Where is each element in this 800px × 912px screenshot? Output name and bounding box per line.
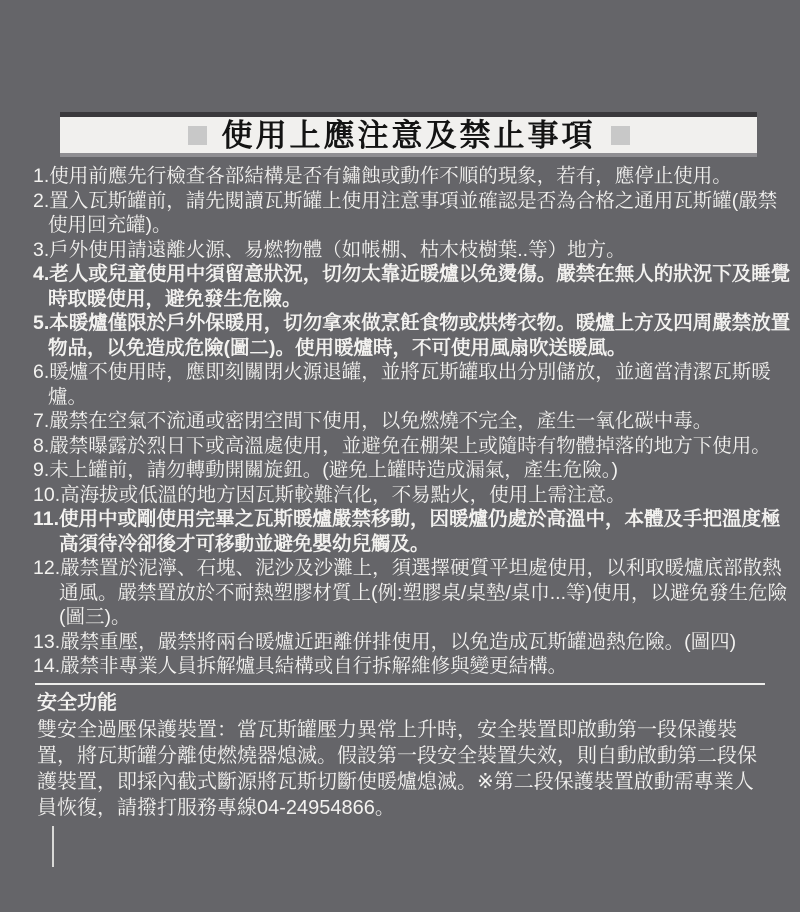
page-title: 使用上應注意及禁止事項 [221,117,596,153]
notice-item-2: 2.置入瓦斯罐前，請先閱讀瓦斯罐上使用注意事項並確認是否為合格之通用瓦斯罐(嚴禁使用回充罐)。 [33,189,778,236]
notice-item-14: 14.嚴禁非專業人員拆解爐具結構或自行拆解維修與變更結構。 [33,655,568,677]
notice-item-4: 4.老人或兒童使用中須留意狀況，切勿太靠近暖爐以免燙傷。嚴禁在無人的狀況下及睡覺時取暖使用，避免發生危險。 [33,263,791,310]
notice-item-1: 1.使用前應先行檢查各部結構是否有鏽蝕或動作不順的現象，若有，應停止使用。 [33,165,732,187]
safety-description: 雙安全過壓保護裝置：當瓦斯罐壓力異常上升時，安全裝置即啟動第一段保護裝置，將瓦斯罐分離使燃燒器熄滅。假設第一段安全裝置失效，則自動啟動第二段保護裝置，即採內截式斷源將瓦斯切斷使暖爐熄滅。※第二段保護裝置啟動需專業人員恢復，請撥打服務專線04-24954866。 [37,718,757,819]
notice-item-12: 12.嚴禁置於泥濘、石塊、泥沙及沙灘上，須選擇硬質平坦處使用，以利取暖爐底部散熱通風。嚴禁置放於不耐熱塑膠材質上(例:塑膠桌/桌墊/桌巾...等)使用，以避免發生危險(圖三)。 [33,557,787,628]
notice-item-13: 13.嚴禁重壓，嚴禁將兩台暖爐近距離併排使用，以免造成瓦斯罐過熱危險。(圖四) [33,630,737,653]
notice-item-8: 8.嚴禁曝露於烈日下或高溫處使用，並避免在棚架上或隨時有物體掉落的地方下使用。 [33,434,771,457]
scan-artifact-line [52,826,54,867]
safety-heading: 安全功能 [37,691,117,714]
square-marker-icon [611,126,630,145]
notice-item-6: 6.暖爐不使用時，應即刻關閉火源退罐，並將瓦斯罐取出分別儲放，並適當清潔瓦斯暖爐。 [33,361,771,408]
notice-item-5: 5.本暖爐僅限於戶外保暖用，切勿拿來做烹飪食物或烘烤衣物。暖爐上方及四周嚴禁放置物品，以免造成危險(圖二)。使用暖爐時，不可使用風扇吹送暖風。 [33,312,791,359]
square-marker-icon [188,126,207,145]
section-title-bar [60,112,757,157]
notice-item-9: 9.未上罐前，請勿轉動開關旋鈕。(避免上罐時造成漏氣，產生危險。) [33,459,619,481]
notice-item-7: 7.嚴禁在空氣不流通或密閉空間下使用，以免燃燒不完全，產生一氧化碳中毒。 [33,410,713,432]
notice-item-11: 11.使用中或剛使用完畢之瓦斯暖爐嚴禁移動，因暖爐仍處於高溫中，本體及手把溫度極高須待冷卻後才可移動並避免嬰幼兒觸及。 [33,508,781,555]
notice-list [0,164,800,679]
notice-item-3: 3.戶外使用請遠離火源、易燃物體（如帳棚、枯木枝樹葉..等）地方。 [33,238,626,261]
notice-item-10: 10.高海拔或低溫的地方因瓦斯較難汽化，不易點火，使用上需注意。 [33,483,626,506]
